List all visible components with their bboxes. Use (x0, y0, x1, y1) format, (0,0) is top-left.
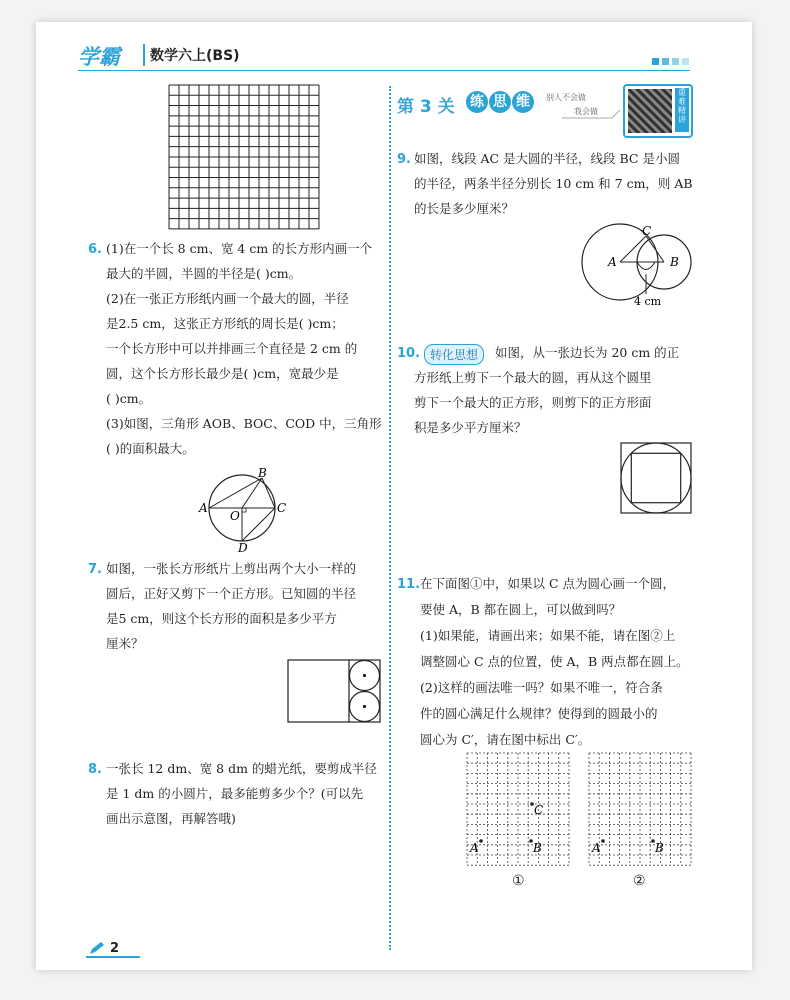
text-line: 在下面图①中，如果以 C 点为圆心画一个圆， (420, 576, 676, 591)
text-line: 要使 A，B 都在圆上，可以做到吗？ (420, 602, 622, 617)
text-line: 是5 cm，则这个长方形的面积是多少平方 (106, 611, 337, 626)
question-9-circles-figure (578, 222, 698, 308)
brand-separator (143, 44, 145, 66)
text-line: 圆心为 C′，请在图中标出 C′。 (420, 732, 591, 747)
question-6-number: 6. (88, 242, 102, 257)
radius-ac (620, 236, 646, 262)
label-a: A (199, 501, 208, 515)
label-a: A (592, 841, 601, 855)
point-a (479, 839, 483, 843)
text-line: 积是多少平方厘米？ (414, 420, 527, 435)
text-line: 圆后，正好又剪下一个正方形。已知圆的半径 (106, 586, 357, 601)
text-line: 件的圆心满足什么规律？使得到的圆最小的 (420, 706, 658, 721)
lower-center (363, 705, 366, 708)
question-7-number: 7. (88, 562, 102, 577)
square-grid-figure (168, 84, 320, 230)
text-line: 的长是多少厘米？ (414, 201, 515, 216)
inner-square (631, 453, 680, 502)
text-line: 厘米？ (106, 636, 144, 651)
label-c: C (534, 803, 544, 817)
page-number: 2 (110, 941, 120, 956)
question-11-number: 11. (397, 577, 421, 592)
right-angle-mark (242, 508, 246, 512)
text-line: 如图，从一张边长为 20 cm 的正 (495, 345, 680, 360)
level-badge (466, 91, 535, 113)
dotted-grid (589, 753, 691, 865)
question-7-rectangle-figure (287, 659, 383, 725)
text-line: 方形纸上剪下一个最大的圆，再从这个圆里 (414, 370, 652, 385)
question-8-number: 8. (88, 762, 102, 777)
label-c: C (277, 501, 287, 515)
header-square (662, 58, 669, 65)
caption-2: ② (633, 873, 646, 889)
header-square (682, 58, 689, 65)
text-line: (3)如图，三角形 AOB、BOC、COD 中，三角形 (106, 416, 382, 431)
text-line: 是 1 dm 的小圆片，最多能剪多少个？(可以先 (106, 786, 364, 801)
text-line: 一个长方形中可以并排画三个直径是 2 cm 的 (106, 341, 358, 356)
question-10-square-figure (620, 442, 694, 516)
label-c: C (642, 224, 652, 238)
level-title: 第 3 关 (397, 97, 455, 117)
header-square (652, 58, 659, 65)
text-line: 圆，这个长方形长最少是( )cm，宽最少是 (106, 366, 339, 381)
text-line: ( )cm。 (106, 391, 152, 406)
upper-center (363, 674, 366, 677)
label-b: B (670, 255, 679, 269)
level-char: 维 (512, 91, 534, 113)
level-char: 练 (466, 91, 488, 113)
question-9-number: 9. (397, 152, 411, 167)
dotted-grid (467, 753, 569, 865)
label-o: O (230, 509, 240, 523)
qr-code[interactable] (623, 84, 693, 138)
chord-bc (262, 478, 275, 508)
text-line: 画出示意图，再解答哦) (106, 811, 236, 826)
text-line: (1)如果能，请画出来；如果不能，请在图②上 (420, 628, 676, 643)
text-line: 最大的半圆，半圆的半径是( )cm。 (106, 266, 302, 281)
radius-bc (646, 236, 664, 262)
label-a: A (608, 255, 617, 269)
question-10-number: 10. (397, 346, 421, 361)
text-line: 调整圆心 C 点的位置，使 A，B 两点都在圆上。 (420, 654, 689, 669)
text-line: 的半径，两条半径分别长 10 cm 和 7 cm，则 AB (414, 176, 693, 191)
label-b: B (655, 841, 664, 855)
strategy-tag: 转化思想 (424, 344, 484, 365)
pencil-icon (88, 940, 106, 956)
footer-rule (86, 956, 140, 958)
grid-figure-2 (588, 752, 694, 868)
label-d: D (238, 541, 248, 552)
label-b: B (258, 466, 267, 480)
text-line: 剪下一个最大的正方形，则剪下的正方形面 (414, 395, 652, 410)
label-a: A (470, 841, 479, 855)
header-rule (78, 70, 690, 71)
header-square (672, 58, 679, 65)
text-line: 一张长 12 dm、宽 8 dm 的蜡光纸，要剪成半径 (106, 761, 377, 776)
qr-pattern (628, 89, 672, 133)
label-4cm: 4 cm (634, 295, 662, 308)
grid-figure-1 (466, 752, 572, 868)
text-line: 如图，线段 AC 是大圆的半径，线段 BC 是小圆 (414, 151, 680, 166)
qr-side-label: 重难精讲 (675, 88, 689, 132)
point-a (601, 839, 605, 843)
text-line: (2)这样的画法唯一吗？如果不唯一，符合条 (420, 680, 663, 695)
caption-1: ① (512, 873, 525, 889)
book-title: 数学六上(BS) (150, 48, 240, 64)
text-line: (2)在一张正方形纸内画一个最大的圆，半径 (106, 291, 349, 306)
column-divider (389, 86, 391, 950)
bubble-arrow (560, 100, 624, 122)
bubble-text-top: 别人不会做 (546, 93, 586, 102)
chord-ab (209, 478, 262, 508)
text-line: (1)在一个长 8 cm、宽 4 cm 的长方形内画一个 (106, 241, 373, 256)
question-6-circle-figure (196, 466, 296, 552)
text-line: 如图，一张长方形纸片上剪出两个大小一样的 (106, 561, 357, 576)
text-line: 是2.5 cm，这张正方形纸的周长是( )cm； (106, 316, 344, 331)
text-line: ( )的面积最大。 (106, 441, 195, 456)
bubble-text-bottom: 我会做 (574, 107, 598, 116)
overlap-brace (637, 262, 655, 270)
level-char: 思 (489, 91, 511, 113)
segment-ob (242, 478, 262, 508)
label-b: B (533, 841, 542, 855)
brand-logo: 学霸 (78, 45, 120, 69)
